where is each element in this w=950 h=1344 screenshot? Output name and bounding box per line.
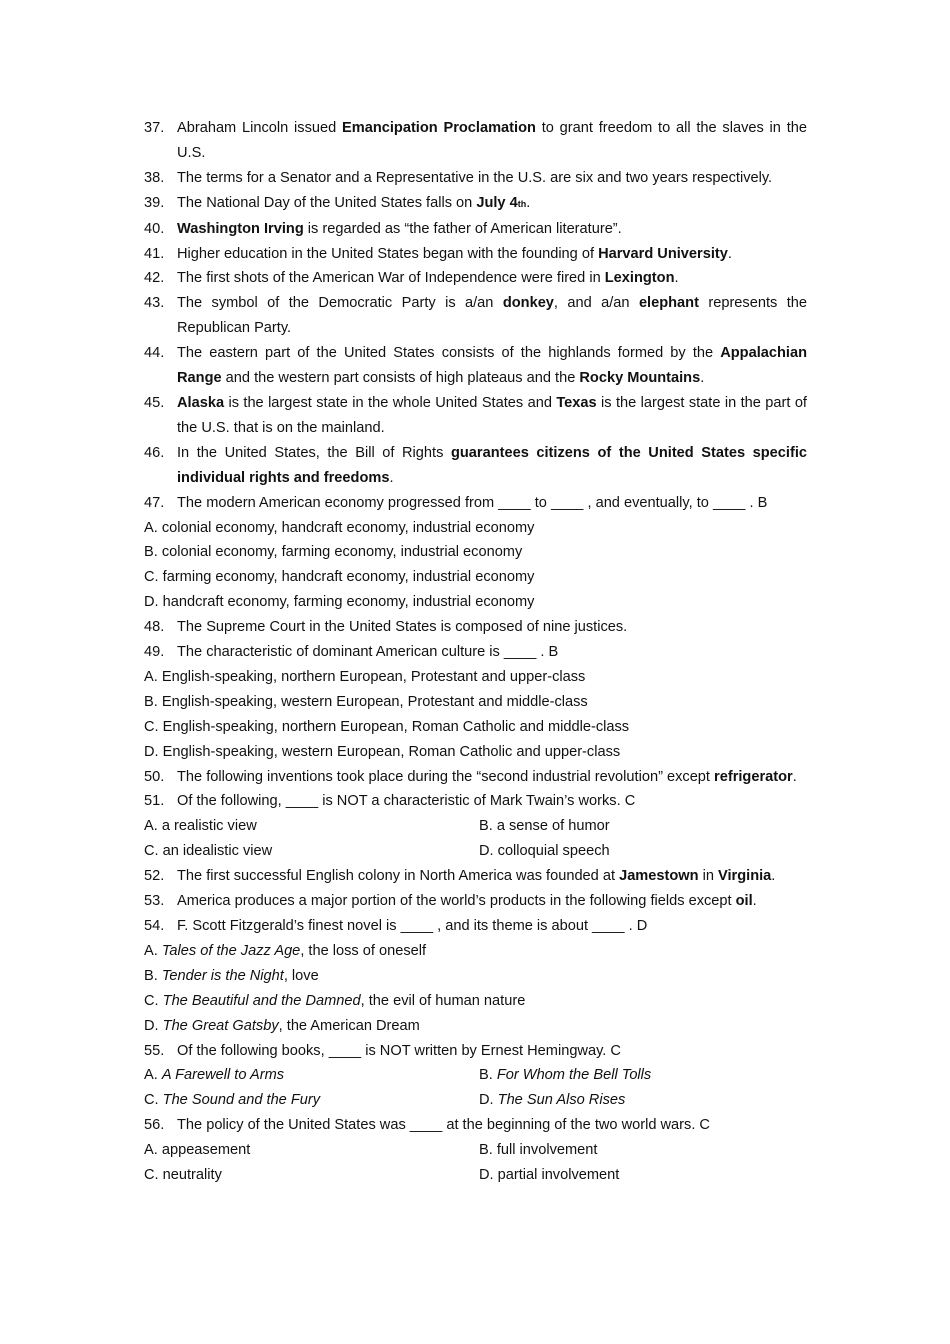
text-run: , and a/an [553, 295, 639, 312]
text-run: The first shots of the American War of Independence were fired in [177, 270, 605, 287]
question-text [177, 1039, 807, 1064]
text-run: . [700, 370, 705, 387]
answer-option [144, 1063, 479, 1088]
question-item [144, 217, 807, 242]
answer-option-row [144, 1163, 807, 1188]
answer-option [144, 740, 807, 765]
text-run: Higher education in the United States began with the founding of [177, 245, 599, 262]
answer-option [479, 1163, 814, 1188]
text-run: A. colonial economy, handcraft economy, industrial economy [144, 519, 535, 536]
question-text [177, 491, 807, 516]
question-text [177, 116, 807, 166]
question-number: 55. [144, 1042, 165, 1059]
question-list [144, 116, 807, 1188]
text-run: The characteristic of dominant American culture is ____ . B [177, 644, 559, 661]
question-item [144, 789, 807, 814]
question-number: 40. [144, 220, 165, 237]
bold-term: Jamestown [619, 868, 699, 885]
answer-option [144, 715, 807, 740]
italic-title: Tender is the Night [161, 967, 284, 984]
question-number: 53. [144, 893, 165, 910]
italic-title: Tales of the Jazz Age [161, 942, 301, 959]
question-number: 41. [144, 245, 165, 262]
question-text [177, 166, 807, 191]
question-text [177, 242, 807, 267]
text-run: D. [144, 1017, 163, 1034]
text-run: The following inventions took place during the “second industrial revolution” except [177, 768, 715, 785]
answer-option [144, 665, 807, 690]
bold-term: refrigerator [714, 768, 793, 785]
text-run: to grant freedom to all the slaves in the U.S. [177, 120, 807, 161]
bold-term: Washington Irving [177, 220, 304, 237]
text-run: C. farming economy, handcraft economy, industrial economy [144, 569, 535, 586]
text-run: A. [144, 1067, 162, 1084]
question-item [144, 191, 807, 217]
question-item [144, 615, 807, 640]
text-run: A. appeasement [144, 1142, 251, 1159]
answer-option-row [144, 839, 807, 864]
text-run: A. [144, 942, 162, 959]
question-item [144, 166, 807, 191]
question-number: 42. [144, 270, 165, 287]
bold-term: Texas [556, 394, 597, 411]
question-number: 51. [144, 793, 165, 810]
text-run: . [389, 469, 394, 486]
text-run: D. colloquial speech [479, 843, 610, 860]
question-item [144, 391, 807, 441]
answer-option [144, 540, 807, 565]
question-text [177, 341, 807, 391]
question-number: 46. [144, 444, 165, 461]
bold-term: oil [735, 893, 753, 910]
text-run: C. [144, 992, 163, 1009]
question-number: 49. [144, 644, 165, 661]
answer-option [144, 690, 807, 715]
text-run: , love [283, 967, 319, 984]
question-text [177, 914, 807, 939]
text-run: C. [144, 1092, 163, 1109]
bold-term: Lexington [604, 270, 675, 287]
text-run: B. full involvement [479, 1142, 598, 1159]
question-item [144, 242, 807, 267]
text-run: , the American Dream [278, 1017, 420, 1034]
question-number: 44. [144, 345, 165, 362]
text-run: D. English-speaking, western European, Roman Catholic and upper-class [144, 743, 621, 760]
question-item [144, 266, 807, 291]
italic-title: The Beautiful and the Damned [162, 992, 361, 1009]
question-text [177, 291, 807, 341]
text-run: The National Day of the United States falls on [177, 194, 477, 211]
question-number: 45. [144, 394, 165, 411]
question-text [177, 864, 807, 889]
answer-option [144, 814, 479, 839]
answer-option [144, 1163, 479, 1188]
text-run: , the evil of human nature [360, 992, 526, 1009]
superscript: th [517, 198, 527, 209]
question-item [144, 864, 807, 889]
question-text [177, 441, 807, 491]
text-run: The policy of the United States was ____ at the beginning of the two world wars. C [177, 1117, 710, 1134]
text-run: and the western part consists of high plateaus and the [221, 370, 580, 387]
question-item [144, 765, 807, 790]
question-number: 54. [144, 918, 165, 934]
answer-option [144, 1014, 807, 1039]
text-run: America produces a major portion of the world’s products in the following fields except [177, 893, 736, 910]
question-number: 38. [144, 169, 165, 186]
text-run: B. [144, 967, 162, 984]
text-run: . [771, 868, 776, 885]
question-item [144, 116, 807, 166]
bold-term: Alaska [177, 394, 225, 411]
text-run: D. [479, 1092, 498, 1109]
question-text [177, 765, 807, 790]
answer-option [144, 565, 807, 590]
answer-option [144, 939, 807, 964]
text-run: A. English-speaking, northern European, Protestant and upper-class [144, 668, 586, 685]
question-item [144, 1113, 807, 1138]
answer-option [144, 839, 479, 864]
question-number: 43. [144, 295, 165, 312]
italic-title: The Sound and the Fury [162, 1092, 321, 1109]
bold-term: July 4 [476, 194, 518, 211]
text-run: The modern American economy progressed from ____ to ____ , and eventually, to ____ . B [177, 494, 768, 511]
answer-option [479, 839, 814, 864]
text-run: F. Scott Fitzgerald’s finest novel is ____ , and its theme is about ____ . D [177, 918, 648, 934]
text-run: in [698, 868, 719, 885]
text-run: . [752, 893, 757, 910]
answer-option [479, 1088, 814, 1113]
bold-term: donkey [502, 295, 554, 312]
question-text [177, 789, 807, 814]
question-number: 52. [144, 868, 165, 885]
italic-title: The Great Gatsby [162, 1017, 279, 1034]
text-run: Of the following, ____ is NOT a characteristic of Mark Twain’s works. C [177, 793, 636, 810]
italic-title: For Whom the Bell Tolls [496, 1067, 652, 1084]
answer-option [479, 1138, 814, 1163]
answer-option-row [144, 1063, 807, 1088]
answer-option-row [144, 1088, 807, 1113]
text-run: is regarded as “the father of American literature”. [303, 220, 622, 237]
question-text [177, 640, 807, 665]
question-text [177, 217, 807, 242]
question-item [144, 1039, 807, 1064]
answer-option [144, 516, 807, 541]
text-run: In the United States, the Bill of Rights [177, 444, 451, 461]
answer-option [479, 1063, 814, 1088]
question-text [177, 191, 807, 217]
text-run: C. neutrality [144, 1167, 222, 1184]
italic-title: The Sun Also Rises [497, 1092, 626, 1109]
question-item [144, 341, 807, 391]
bold-term: guarantees citizens of the United States specific individual rights and freedoms [177, 444, 808, 486]
text-run: The Supreme Court in the United States is composed of nine justices. [177, 619, 628, 636]
question-item [144, 914, 807, 939]
question-text [177, 391, 807, 441]
text-run: Of the following books, ____ is NOT written by Ernest Hemingway. C [177, 1042, 621, 1059]
question-text [177, 615, 807, 640]
text-run: B. [479, 1067, 497, 1084]
text-run: The eastern part of the United States consists of the highlands formed by the [177, 345, 721, 362]
italic-title: A Farewell to Arms [161, 1067, 285, 1084]
question-text [177, 266, 807, 291]
question-item [144, 889, 807, 914]
text-run: is the largest state in the whole United States and [224, 394, 557, 411]
text-run: The first successful English colony in North America was founded at [177, 868, 620, 885]
answer-option [144, 989, 807, 1014]
text-run: D. handcraft economy, farming economy, industrial economy [144, 594, 535, 611]
question-item [144, 441, 807, 491]
text-run: is the largest state in the part of the U.S. that is on the mainland. [177, 394, 807, 436]
text-run: Abraham Lincoln issued [177, 120, 342, 136]
text-run: . [674, 270, 679, 287]
answer-option [144, 1088, 479, 1113]
question-number: 48. [144, 619, 165, 636]
text-run: B. a sense of humor [479, 818, 610, 835]
question-number: 37. [144, 120, 165, 136]
answer-option [144, 590, 807, 615]
question-item [144, 640, 807, 665]
bold-term: Harvard University [598, 245, 728, 262]
text-run: B. colonial economy, farming economy, industrial economy [144, 544, 523, 561]
question-number: 47. [144, 494, 165, 511]
text-run: , the loss of oneself [300, 942, 427, 959]
answer-option [144, 1138, 479, 1163]
text-run: The symbol of the Democratic Party is a/an [177, 295, 503, 312]
text-run: B. English-speaking, western European, Protestant and middle-class [144, 693, 588, 710]
question-text [177, 889, 807, 914]
bold-term: Appalachian Range [177, 345, 807, 387]
text-run: . [792, 768, 797, 785]
bold-term: Emancipation Proclamation [342, 120, 536, 136]
answer-option-row [144, 814, 807, 839]
answer-option [144, 964, 807, 989]
text-run: C. English-speaking, northern European, Roman Catholic and middle-class [144, 718, 630, 735]
question-number: 39. [144, 194, 165, 211]
question-item [144, 491, 807, 516]
text-run: . [727, 245, 732, 262]
question-number: 56. [144, 1117, 165, 1134]
bold-term: Virginia [718, 868, 772, 885]
answer-option-row [144, 1138, 807, 1163]
text-run: represents the Republican Party. [177, 295, 807, 337]
bold-term: Rocky Mountains [579, 370, 701, 387]
question-text [177, 1113, 807, 1138]
text-run: . [526, 194, 531, 211]
text-run: A. a realistic view [144, 818, 257, 835]
text-run: D. partial involvement [479, 1167, 620, 1184]
bold-term: elephant [638, 295, 699, 312]
text-run: C. an idealistic view [144, 843, 273, 860]
answer-option [479, 814, 814, 839]
question-item [144, 291, 807, 341]
text-run: The terms for a Senator and a Representative in the U.S. are six and two years respectively. [177, 169, 773, 186]
question-number: 50. [144, 768, 165, 785]
